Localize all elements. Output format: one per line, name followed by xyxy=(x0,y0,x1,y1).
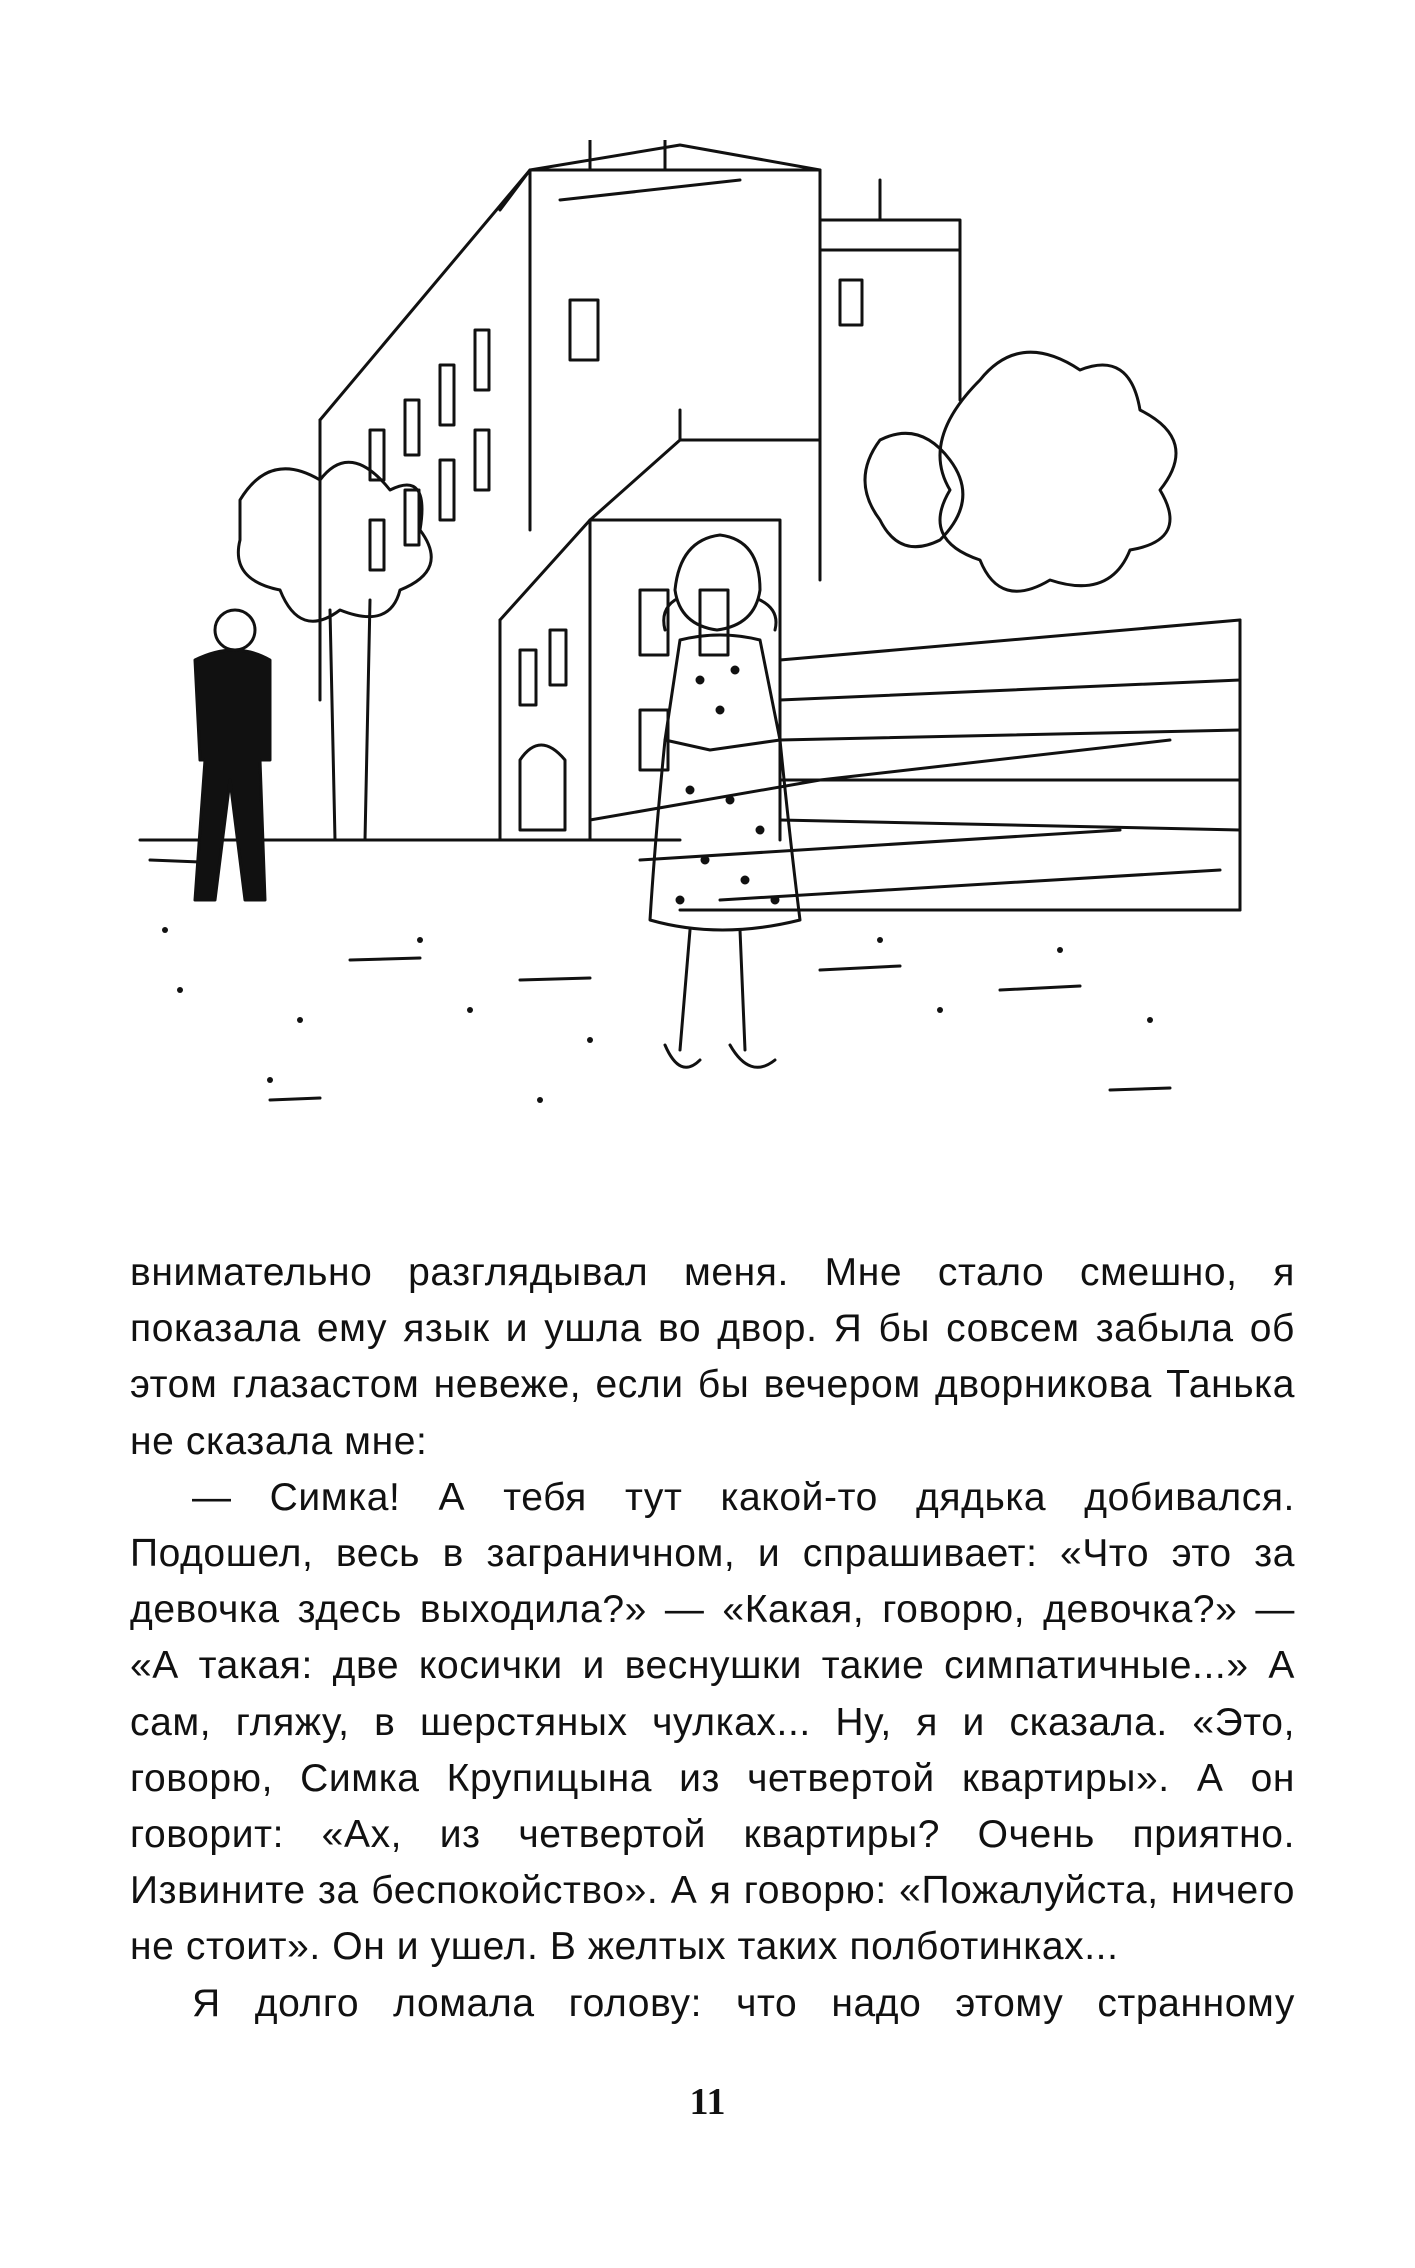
right-building xyxy=(820,180,960,400)
paragraph: внимательно разглядывал меня. Мне стало смешно, я показала ему язык и ушла во двор. Я бы совсем забыла об этом глазастом невеже, если бы вечером дворникова Танька не сказала мне: xyxy=(130,1251,1295,1463)
tall-building xyxy=(320,140,820,700)
paragraph: Я долго ломала голову: что надо этому странному xyxy=(192,1981,1295,2025)
paragraph: — Симка! А тебя тут какой-то дядька добивался. Подошел, весь в заграничном, и спрашивает: «Что это за девочка здесь выходила?» — «Какая, говорю, девочка?» — «А такая: две косички и веснушки такие симпатичные...» А сам, гляжу, в шерстяных чулках... Ну, я и сказала. «Это, говорю, Симка Крупицына из четвертой квартиры». А он говорит: «Ах, из четвертой квартиры? Очень приятно. Извините за беспокойство». А я говорю: «Пожалуйста, ничего не стоит». Он и ушел. В желтых таких полботинках... xyxy=(130,1475,1295,1969)
stone-wall xyxy=(780,620,1240,910)
trees xyxy=(238,352,1176,840)
page-number: 11 xyxy=(689,2081,726,2123)
girl-figure xyxy=(650,535,800,1067)
ground-dots xyxy=(162,927,1153,1103)
corner-building xyxy=(500,410,820,840)
street-scene-illustration xyxy=(120,140,1260,1230)
body-text xyxy=(130,1245,1295,2032)
man-figure xyxy=(195,610,270,900)
